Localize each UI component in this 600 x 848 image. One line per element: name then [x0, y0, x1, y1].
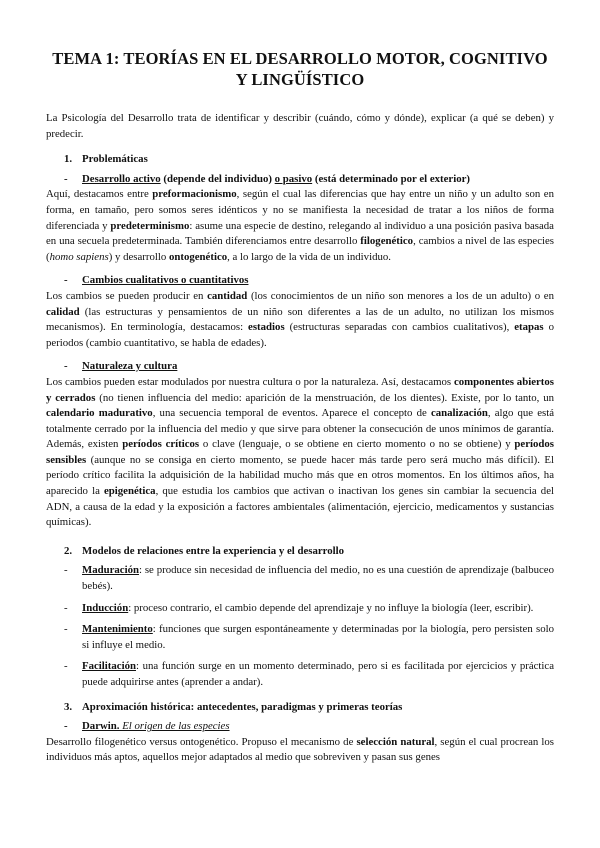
subheading-naturaleza-cultura: - Naturaleza y cultura [64, 360, 178, 373]
subheading-cambios-cualitativos: - Cambios cualitativos o cuantitativos [64, 274, 249, 287]
section-title: Problemáticas [82, 153, 148, 166]
list-item-induccion: - Inducción: proceso contrario, el cambio depende del aprendizaje y no influye la biología (leer, escribir). [64, 601, 534, 614]
section-number: 1. [64, 153, 73, 166]
section-heading-aproximacion: 3. Aproximación histórica: antecedentes, paradigmas y primeras teorías [64, 700, 403, 713]
paragraph-naturaleza-cultura: Los cambios pueden estar modulados por nuestra cultura o por la naturaleza. Así, destacamos componentes abiertos y cerrados (no tienen influencia del medio: aparición de la menstruación, de los dientes). Existe, por lo tanto, un calendario madurativo, una secuencia temporal de eventos. Aparece el concepto de canalización, algo que está totalmente cerrado por la influencia del medio y que sirve para obtener la consecución de unos mínimos de garantía. Además, existen períodos críticos o clave (lenguaje, o se obtiene en cierto momento o no se obtiene) y períodos sensibles (aunque no se consiga en cierto momento, se puede hacer más tarde pero será mucho más difícil). El período crítico facilita la adquisición de la habilidad mucho más que en otros momentos. En los últimos años, ha aparecido la epigenética, que estudia los cambios que activan o inactivan los genes sin cambiar la secuencia del ADN, a causa de la edad y la exposición a factores ambientales (alimentación, ejercicio, medicamentos y sustancias químicas). [46, 375, 555, 529]
subheading-desarrollo-activo-pasivo: - Desarrollo activo (depende del individuo) o pasivo (está determinado por el exterior) [64, 172, 470, 185]
paragraph-desarrollo-activo: Aquí, destacamos entre preformacionismo, según el cual las diferencias que hay entre un niño y un adulto son en forma, en tamaño, pero somos seres idénticos y no se manifiesta la necesidad de tratar a los niños de forma diferenciada y predeterminismo: asume una especie de destino, relegando al individuo a una posición pasiva basada en una secuela predeterminada. También diferenciamos entre desarrollo filogenético, cambios a nivel de las especies (homo sapiens) y desarrollo ontogenético, a lo largo de la vida de un individuo. [46, 188, 554, 263]
section-heading-problematicas [46, 152, 554, 168]
paragraph-cambios: Los cambios se pueden producir en cantidad (los conocimientos de un niño son menores a los de un adulto) o en calidad (las estructuras y pensamientos de un niño son diferentes a las de un adulto, no utilizan los mismos mecanismos). En terminología, destacamos: estadios (estructuras separadas con cambios cualitativos), etapas o periodos (cambio cuantitativo, se habla de edades). [46, 289, 554, 349]
list-item-mantenimiento: - Mantenimiento: funciones que surgen espontáneamente y determinadas por la biología, pero persisten solo si influye el medio. [64, 623, 554, 651]
paragraph-darwin: Desarrollo filogenético versus ontogenético. Propuso el mecanismo de selección natural, según el cual procrean los individuos más aptos, aquellos mejor adaptados al medio que sobreviven y pasan sus genes [46, 735, 554, 764]
section-heading-modelos: 2. Modelos de relaciones entre la experiencia y el desarrollo [64, 544, 345, 557]
subheading-darwin: - Darwin. El origen de las especies [64, 720, 230, 733]
list-item-maduracion: - Maduración: se produce sin necesidad de influencia del medio, no es una cuestión de aprendizaje (balbuceo bebés). [64, 564, 554, 593]
intro-paragraph: La Psicología del Desarrollo trata de identificar y describir (cuándo, cómo y dónde), explicar (a qué se deben) y predecir. [46, 112, 554, 140]
page-title: TEMA 1: TEORÍAS EN EL DESARROLLO MOTOR, COGNITIVO Y LINGÜÍSTICO [52, 49, 548, 89]
list-item-facilitacion: - Facilitación: una función surge en un momento determinado, pero si es facilitada por ejercicios y práctica puede adquirirse antes (aprender a andar). [64, 660, 554, 688]
